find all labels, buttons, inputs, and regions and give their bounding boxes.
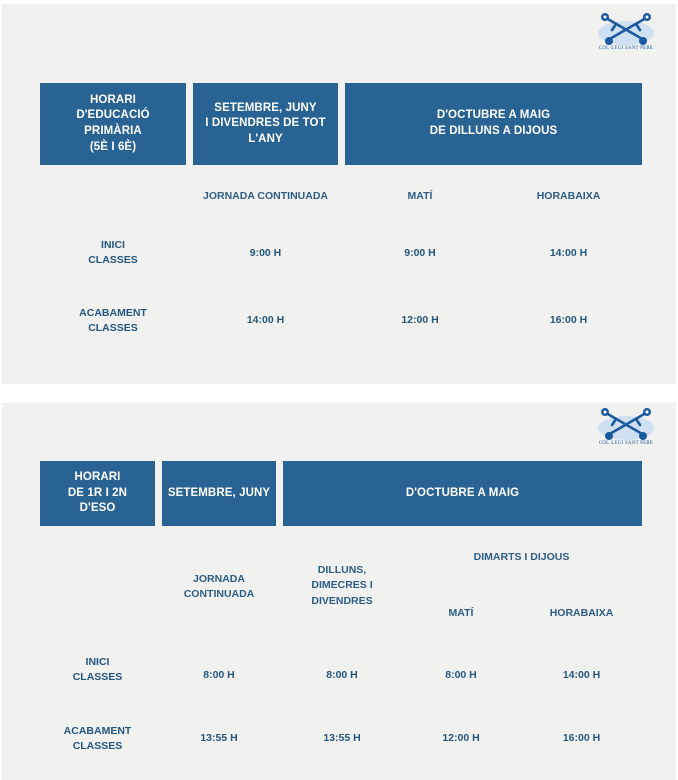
- table-cell: 14:00 H: [562, 669, 601, 682]
- header-octubre-maig: D'OCTUBRE A MAIG: [283, 461, 642, 526]
- table-cell: 12:00 H: [401, 314, 439, 327]
- subheader-dilluns-dimecres-divendres: DILLUNS, DIMECRES I DIVENDRES: [311, 564, 373, 607]
- table-cell: 14:00 H: [246, 314, 285, 327]
- table-cell: 9:00 H: [249, 247, 282, 260]
- school-logo: [596, 407, 656, 446]
- crossed-keys-icon: [596, 407, 656, 443]
- subheader-horabaixa: HORABAIXA: [549, 607, 614, 620]
- table-cell: 16:00 H: [549, 314, 588, 327]
- table-cell: 16:00 H: [562, 732, 601, 745]
- table-cell: 8:00 H: [445, 669, 477, 682]
- subheader-mati: MATÍ: [407, 190, 433, 203]
- header-horari-eso: HORARI DE 1R I 2N D'ESO: [40, 461, 155, 526]
- header-octubre-maig: D'OCTUBRE A MAIG DE DILLUNS A DIJOUS: [345, 83, 642, 165]
- eso-schedule-panel: [2, 403, 676, 780]
- table-cell: 9:00 H: [404, 247, 436, 260]
- table-cell: 13:55 H: [323, 732, 361, 745]
- table-cell: 13:55 H: [200, 732, 238, 745]
- subheader-jornada-continuada: JORNADA CONTINUADA: [202, 190, 329, 203]
- header-setembre-juny: SETEMBRE, JUNY: [162, 461, 276, 526]
- crossed-keys-icon: [596, 12, 656, 48]
- subheader-mati: MATÍ: [448, 607, 474, 620]
- subheader-horabaixa: HORABAIXA: [536, 190, 601, 203]
- table-cell: 8:00 H: [203, 669, 235, 682]
- subheader-jornada-continuada: JORNADA CONTINUADA: [183, 572, 255, 600]
- primary-schedule-panel: [2, 4, 676, 384]
- table-cell: 14:00 H: [549, 247, 588, 260]
- subheader-dimarts-dijous: DIMARTS I DIJOUS: [473, 551, 570, 564]
- logo-text: COL·LEGI SANT PERE: [598, 46, 654, 51]
- header-setembre-juny: SETEMBRE, JUNY I DIVENDRES DE TOT L'ANY: [193, 83, 338, 165]
- row-label-acabament: ACABAMENT CLASSES: [63, 724, 132, 752]
- row-label-inici: INICI CLASSES: [88, 238, 138, 266]
- table-cell: 8:00 H: [326, 669, 358, 682]
- row-label-acabament: ACABAMENT CLASSES: [79, 306, 147, 334]
- table-cell: 12:00 H: [442, 732, 480, 745]
- header-horari-primaria: HORARI D'EDUCACIÓ PRIMÀRIA (5È I 6È): [40, 83, 186, 165]
- school-logo: [596, 12, 656, 51]
- row-label-inici: INICI CLASSES: [72, 655, 123, 683]
- logo-text: COL·LEGI SANT PERE: [598, 441, 654, 446]
